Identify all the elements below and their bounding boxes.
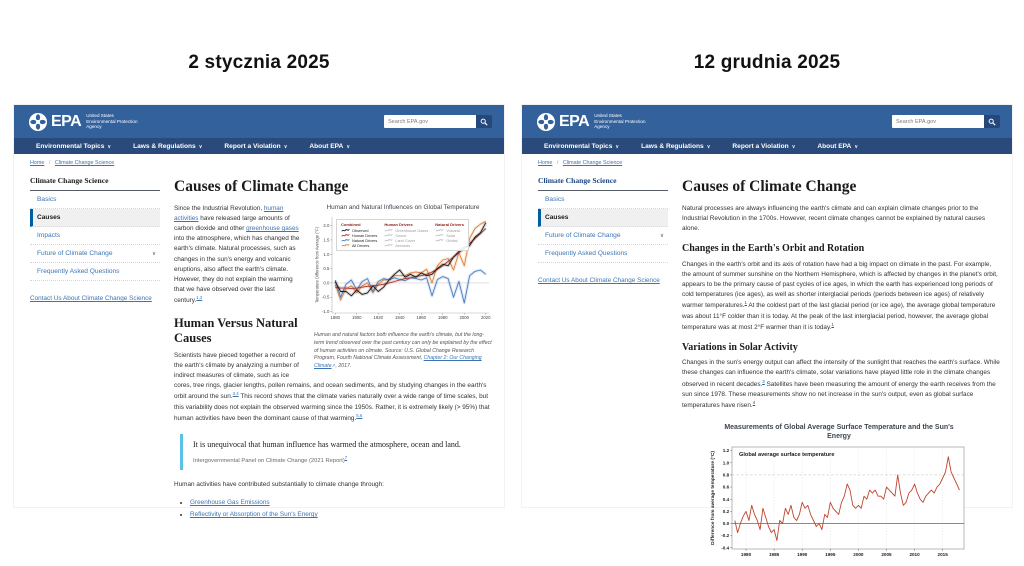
surface-temperature-chart (708, 443, 970, 561)
primary-nav (14, 138, 504, 154)
sidebar-item-basics[interactable]: Basics (30, 191, 160, 209)
svg-text:Temperature Difference from Av: Temperature Difference from Average (°F) (314, 226, 320, 304)
breadcrumb-home[interactable]: Home (538, 160, 553, 166)
svg-text:1880: 1880 (330, 315, 341, 321)
legend-entry: Human Drivers (341, 233, 377, 238)
quote-attribution: Intergovernmental Panel on Climate Change (2021 Report)$^7$ (193, 454, 348, 464)
footnote-link[interactable]: 5,6 (356, 412, 363, 418)
sidebar-item-future[interactable]: Future of Climate Change ∨ (538, 227, 668, 245)
svg-text:1.0: 1.0 (722, 460, 730, 466)
breadcrumb (522, 154, 1012, 166)
nav-laws-regulations[interactable]: Laws & Regulations ∨ (641, 142, 711, 150)
body-paragraph: Changes in the earth's orbit and its axis of rotation have had a big impact on climate in the past. For example, the amount of summer sunshine on the Northern Hemisphere, which is affected by changes in the planet's orbit, appears to be the primary cause of past cycles of ice ages, in which the earth has experienced long periods of cold temperatures (ice ages), as well as shorter interglacial periods (periods between ice ages) of relatively warmer temperatures.$^1$ At the coldest part of the last glacial period (or ice age), the average global temperature was about 11°F colder than it is today. At the peak of the last interglacial period, however, the average global temperature was at most 2°F warmer than it is today.$^1$ (682, 260, 998, 331)
search-icon (480, 118, 488, 126)
footnote-link[interactable]: 7 (344, 454, 348, 460)
svg-text:0.0: 0.0 (323, 280, 330, 286)
main-content (682, 176, 1000, 566)
chevron-down-icon: ∨ (659, 232, 664, 239)
list-intro: Human activities have contributed substantially to climate change through: (174, 480, 384, 488)
svg-text:0.6: 0.6 (722, 484, 730, 490)
epa-logo-text: EPA (559, 112, 590, 130)
svg-text:0.2: 0.2 (722, 509, 730, 515)
breadcrumb-separator: / (48, 160, 51, 166)
footnote-link[interactable]: 1 (744, 300, 747, 306)
svg-text:2015: 2015 (937, 552, 948, 558)
svg-text:1.5: 1.5 (323, 237, 330, 243)
chevron-down-icon: ∨ (107, 143, 112, 150)
legend-entry: All Drivers (341, 243, 377, 248)
sidebar-contact-link[interactable]: Contact Us About Climate Change Science (538, 277, 660, 284)
svg-text:1980: 1980 (437, 315, 448, 321)
sidebar-item-impacts[interactable]: Impacts (30, 227, 160, 245)
search-icon (988, 118, 996, 126)
list-item (190, 509, 492, 521)
svg-text:-0.2: -0.2 (721, 533, 730, 539)
svg-text:1990: 1990 (797, 552, 808, 558)
chevron-down-icon: ∨ (346, 143, 350, 150)
nav-environmental-topics[interactable]: Environmental Topics ∨ (36, 142, 112, 150)
exit-icon: ↗ (331, 363, 336, 369)
svg-text:Difference from average temper: Difference from average temperature (°C) (711, 451, 716, 546)
intro-paragraph: Natural processes are always influencing the earth's climate and can explain climate changes prior to the Industrial Revolution in the 1700s. However, recent climate changes cannot be explained by natural causes alone. (682, 205, 986, 233)
comparison-date-right: 12 grudnia 2025 (693, 52, 841, 73)
agency-name: United States Environmental Protection Agency (86, 112, 138, 130)
epa-flower-icon (536, 112, 556, 132)
svg-text:0.5: 0.5 (323, 266, 330, 272)
breadcrumb-current[interactable]: Climate Change Science (562, 160, 623, 166)
epa-header (14, 105, 504, 138)
chevron-down-icon: ∨ (615, 143, 620, 150)
breadcrumb (14, 154, 504, 166)
svg-text:-0.4: -0.4 (721, 545, 730, 551)
section-heading-orbit: Changes in the Earth's Orbit and Rotation (682, 243, 865, 255)
breadcrumb-separator: / (556, 160, 559, 166)
right-screenshot (522, 105, 1012, 558)
nav-about-epa[interactable]: About EPA ∨ (309, 142, 350, 150)
main-content (174, 176, 492, 521)
svg-text:1920: 1920 (373, 315, 384, 321)
agency-name: United States Environmental Protection Agency (594, 112, 646, 130)
svg-text:1985: 1985 (769, 552, 780, 558)
search-input[interactable] (384, 115, 476, 128)
body-paragraph: Changes in the sun's energy output can affect the intensity of the sunlight that reaches the earth's surface. While these changes can influence the earth's climate, solar variations have played little role in the climate changes observed in recent decades.$^3$ Satellites have been measuring the amount of energy the earth receives from the sun since 1978. These measurements show no net increase in the sun's output, even as global surface temperatures have risen.$^4$ (682, 359, 1000, 410)
legend-entry: Ozone (384, 233, 428, 238)
svg-text:-1.0: -1.0 (321, 309, 330, 315)
footnote-link[interactable]: 4 (752, 399, 756, 405)
svg-text:2010: 2010 (909, 552, 920, 558)
chevron-down-icon: ∨ (283, 143, 288, 150)
epa-logo-text: EPA (51, 112, 82, 130)
epa-header (522, 105, 1012, 138)
svg-text:1900: 1900 (351, 315, 362, 321)
svg-text:1.2: 1.2 (722, 448, 730, 454)
nav-laws-regulations[interactable]: Laws & Regulations ∨ (133, 142, 203, 150)
legend-entry: Aerosols (384, 243, 428, 248)
nav-report-violation[interactable]: Report a Violation ∨ (224, 142, 288, 150)
sidebar-item-faq[interactable]: Frequently Asked Questions (30, 263, 160, 281)
svg-text:0.0: 0.0 (722, 521, 730, 527)
section-heading: Human Versus Natural Causes (174, 316, 298, 345)
sidebar-item-future[interactable]: Future of Climate Change ∨ (30, 245, 160, 263)
chart-legend (336, 219, 469, 251)
legend-entry: Greenhouse Gases (384, 228, 428, 233)
chevron-down-icon: ∨ (198, 143, 203, 150)
sidebar-item-causes[interactable]: Causes (30, 209, 160, 227)
human-activities-link[interactable]: human activities (174, 205, 284, 223)
footnote-link[interactable]: 3,4 (232, 391, 239, 397)
svg-text:1995: 1995 (825, 552, 836, 558)
intro-paragraph: Since the Industrial Revolution, human activities have released large amounts of carbon dioxide and other greenhouse gases into the atmosphere, which has changed the earth's climate. Natural processes, such as changes in the sun's energy and volcanic eruptions, also affect the earth's climate. However, they do not explain the warming that we have observed over the last century.$^{1,2}$ (174, 205, 300, 305)
svg-text:-0.5: -0.5 (321, 294, 330, 300)
chevron-down-icon: ∨ (854, 143, 858, 150)
svg-text:1.0: 1.0 (323, 251, 330, 257)
svg-text:Global average surface tempera: Global average surface temperature (739, 452, 835, 459)
sidebar (30, 176, 160, 521)
footnote-link[interactable]: 1 (831, 321, 834, 327)
svg-text:0.8: 0.8 (722, 472, 730, 478)
sidebar-item-basics[interactable]: Basics (538, 191, 668, 209)
legend-line-swatch (384, 243, 393, 248)
breadcrumb-current[interactable]: Climate Change Science (54, 160, 115, 166)
svg-text:2005: 2005 (881, 552, 892, 558)
legend-line-swatch (435, 238, 444, 243)
search-bar (892, 115, 1000, 128)
legend-entry: Volcanic (435, 228, 464, 233)
epa-logo[interactable] (28, 112, 138, 132)
legend-entry: Land Cover (384, 238, 428, 243)
climate-influences-figure (314, 204, 492, 371)
section-heading-solar: Variations in Solar Activity (682, 341, 798, 353)
quote-text: It is unequivocal that human influence has warmed the atmosphere, ocean and land. (193, 439, 461, 449)
search-button[interactable] (984, 115, 1000, 128)
sidebar-contact-link[interactable]: Contact Us About Climate Change Science (30, 295, 152, 302)
list-item (190, 497, 492, 509)
legend-entry: Orbital (435, 238, 464, 243)
breadcrumb-home[interactable]: Home (30, 160, 45, 166)
legend-entry: Observed (341, 228, 377, 233)
svg-text:2.0: 2.0 (323, 223, 330, 229)
page-title: Causes of Climate Change (682, 178, 857, 195)
legend-entry: Natural Drivers (341, 238, 377, 243)
svg-text:2000: 2000 (459, 315, 470, 321)
svg-text:2000: 2000 (853, 552, 864, 558)
epa-logo[interactable] (536, 112, 646, 132)
page-title: Causes of Climate Change (174, 178, 349, 195)
sidebar-title: Climate Change Science (30, 176, 160, 191)
svg-text:2020: 2020 (480, 315, 491, 321)
svg-text:1940: 1940 (394, 315, 405, 321)
caption-link[interactable]: Chapter 2: Our Changing Climate (314, 355, 482, 370)
legend-column-title: Combined (341, 222, 361, 227)
sidebar-item-causes[interactable]: Causes (538, 209, 668, 227)
svg-text:1960: 1960 (416, 315, 427, 321)
surface-temperature-figure (708, 423, 970, 566)
legend-line-swatch (341, 243, 350, 248)
chart-title: Human and Natural Influences on Global Temperature (326, 204, 480, 211)
svg-text:0.4: 0.4 (722, 497, 730, 503)
chevron-down-icon: ∨ (706, 143, 711, 150)
chevron-down-icon: ∨ (151, 250, 156, 257)
footnote-link[interactable]: 1,2 (196, 294, 203, 300)
comparison-date-left: 2 stycznia 2025 (188, 52, 330, 73)
chart-caption: Human and natural factors both influence the earth's climate, but the long-term trend observed over the past century can only be explained by the effect of human activities on climate. Source: U.S. Global Change Research Program, Fourth National Climate Assessment, Chapter 2: Our Changing Climate↗, 2017. (314, 332, 492, 370)
footnote-link[interactable]: 3 (762, 378, 765, 384)
chevron-down-icon: ∨ (791, 143, 796, 150)
nav-report-violation[interactable]: Report a Violation ∨ (732, 142, 796, 150)
epa-flower-icon (28, 112, 48, 132)
greenhouse-gas-emissions-link[interactable]: Greenhouse Gas Emissions (190, 499, 270, 507)
legend-column-title: Human Drivers (384, 222, 413, 227)
chart-title: Measurements of Global Average Surface Temperature and the Sun's Energy (724, 424, 954, 441)
search-bar (384, 115, 492, 128)
left-screenshot (14, 105, 504, 519)
svg-text:1980: 1980 (740, 552, 752, 558)
search-button[interactable] (476, 115, 492, 128)
sidebar (538, 176, 668, 566)
sidebar-title: Climate Change Science (538, 176, 668, 191)
primary-nav (522, 138, 1012, 154)
sidebar-item-faq[interactable]: Frequently Asked Questions (538, 245, 668, 263)
body-paragraph: Scientists have pieced together a record of the earth's climate by analyzing a number of indirect measures of climate, such as ice cores, tree rings, glacier lengths, pollen remains, and ocean sediments, and by studying changes in the earth's orbit around the sun.$^{3,4}$ This record shows that the climate varies naturally over a wide range of time scales, but this variability does not explain the observed warming since the 1950s. Rather, it is extremely likely (> 95%) that human activities have been the dominant cause of that warming.$^{5,6}$ (174, 351, 490, 422)
ipcc-quote (180, 434, 492, 470)
legend-column-title: Natural Drivers (435, 222, 464, 227)
greenhouse-gases-link[interactable]: greenhouse gases (246, 225, 299, 233)
search-input[interactable] (892, 115, 984, 128)
contribution-list (190, 497, 492, 521)
nav-environmental-topics[interactable]: Environmental Topics ∨ (544, 142, 620, 150)
nav-about-epa[interactable]: About EPA ∨ (817, 142, 858, 150)
reflectivity-link[interactable]: Reflectivity or Absorption of the Sun's Energy (190, 511, 318, 519)
legend-entry: Solar (435, 233, 464, 238)
